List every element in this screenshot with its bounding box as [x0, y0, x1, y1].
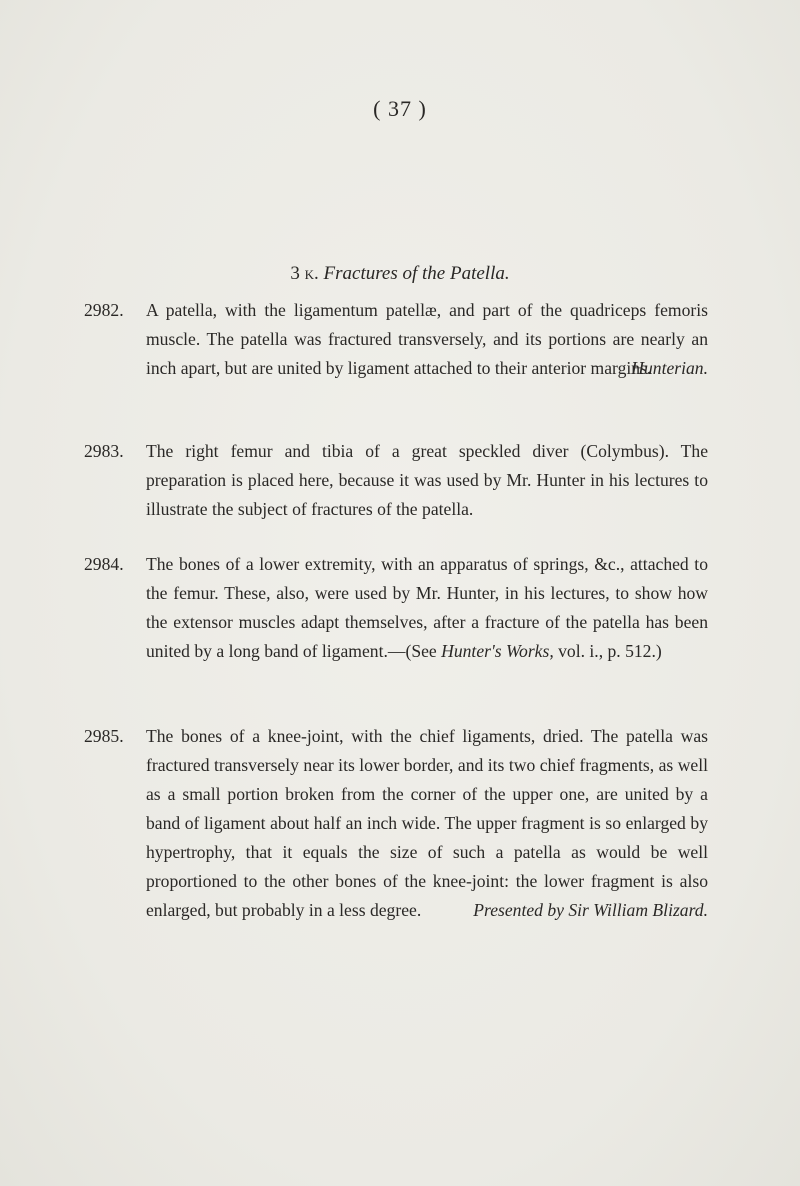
- section-heading: [0, 263, 800, 285]
- entry-citation-title: Hunter's Works,: [441, 641, 554, 661]
- catalogue-entry-2985: [84, 722, 708, 925]
- catalogue-entry-2983: [84, 437, 708, 524]
- entry-text: The right femur and tibia of a great speckled diver (Colymbus). The preparation is placed here, because it was used by Mr. Hunter in his lectures to illustrate the subject of fractures of the patella.: [146, 441, 708, 519]
- entry-text: A patella, with the ligamentum patellæ, and part of the quadriceps femoris muscle. The patella was fractured transversely, and its portions are nearly an inch apart, but are united by ligament attached to their anterior margins.: [146, 300, 708, 378]
- entry-text: The bones of a lower extremity, with an apparatus of springs, &c., attached to the femur. These, also, were used by Mr. Hunter, in his lectures, to show how the extensor muscles adapt themselves, after a fracture of the patella has been united by a long band of ligament.—(See: [146, 554, 708, 661]
- entry-citation-rest: vol. i., p. 512.): [558, 641, 662, 661]
- section-title: Fractures of the Patella.: [323, 263, 510, 284]
- entry-number: 2982.: [84, 300, 124, 320]
- entry-number: 2984.: [84, 554, 124, 574]
- entry-number: 2983.: [84, 441, 124, 461]
- page-number: ( 37 ): [373, 96, 427, 121]
- catalogue-entry-2984: [84, 550, 708, 666]
- entry-attribution: Hunterian.: [631, 358, 708, 378]
- catalogue-entry-2982: [84, 296, 708, 383]
- entry-attribution: Presented by Sir William Blizard.: [473, 900, 708, 920]
- section-mark: 3 k.: [290, 263, 319, 284]
- entry-text: The bones of a knee-joint, with the chief ligaments, dried. The patella was fractured transversely near its lower border, and its two chief fragments, as well as a small portion broken from the corner of the upper one, are united by a band of ligament about half an inch wide. The upper fragment is so enlarged by hypertrophy, that it equals the size of such a patella as would be well proportioned to the other bones of the knee-joint: the lower fragment is also enlarged, but probably in a less degree.: [146, 726, 708, 920]
- entry-number: 2985.: [84, 726, 124, 746]
